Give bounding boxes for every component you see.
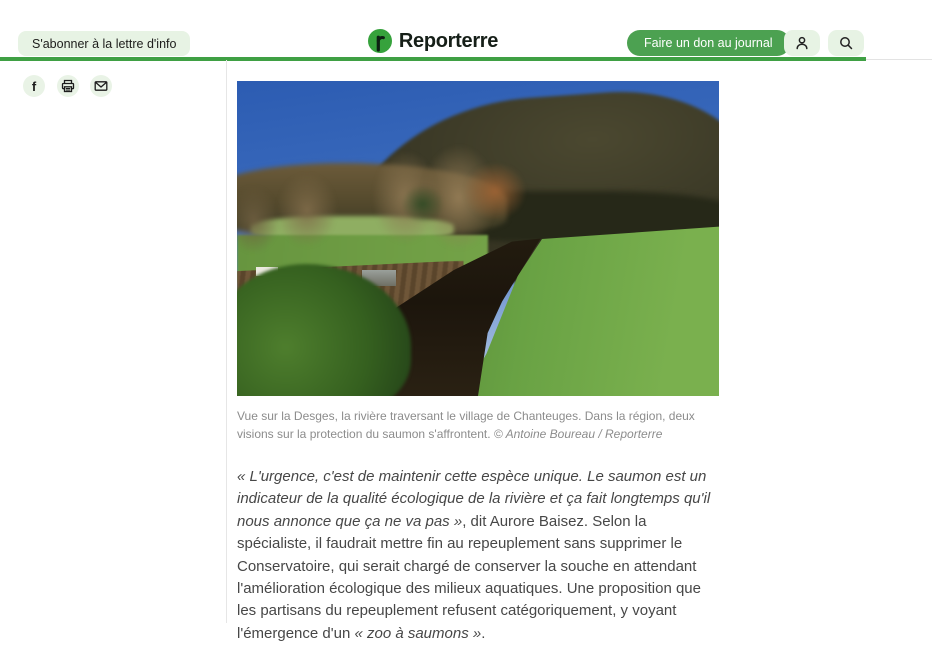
header-green-rule — [0, 57, 866, 61]
envelope-icon — [94, 79, 108, 93]
article-paragraph — [237, 466, 723, 645]
article-photo — [237, 81, 719, 396]
subscribe-newsletter-button[interactable]: S'abonner à la lettre d'info — [18, 31, 190, 56]
photo-copper-tree — [464, 163, 527, 220]
paragraph-quote-2: « zoo à saumons » — [354, 624, 482, 642]
photo-caption — [237, 407, 717, 443]
caption-text: Vue sur la Desges, la rivière traversant le village de Chanteuges. Dans la région, deux visions sur la protection du saumon s'affrontent. — [237, 409, 695, 441]
email-share-button[interactable] — [90, 75, 112, 97]
donate-button[interactable]: Faire un don au journal — [627, 30, 790, 56]
printer-icon — [61, 79, 75, 93]
search-icon — [838, 35, 854, 51]
content-left-divider — [226, 60, 227, 623]
user-account-button[interactable] — [784, 30, 820, 56]
photo-conifer — [401, 185, 444, 223]
caption-credit: © Antoine Boureau / Reporterre — [493, 427, 663, 441]
site-logo-text: Reporterre — [398, 29, 499, 52]
facebook-icon: f — [31, 78, 37, 94]
share-facebook-button[interactable] — [23, 75, 45, 97]
reporterre-tree-icon — [368, 29, 392, 53]
photo-bare-tree — [276, 172, 339, 248]
user-icon — [794, 35, 810, 51]
paragraph-text-1: , dit Aurore Baisez. Selon la spécialiste, il faudrait mettre fin au repeuplement sans supprimer le Conservatoire, qui serait chargé de conserver la souche en attendant l'amélioration écologique des milieux aquatiques. Une proposition que les partisans du repeuplement refusent catégoriquement, y voyant l'émergence d'un — [237, 512, 701, 642]
print-button[interactable] — [57, 75, 79, 97]
paragraph-text-2: . — [481, 624, 486, 642]
search-button[interactable] — [828, 30, 864, 56]
paragraph-quote-1: « L'urgence, c'est de maintenir cette espèce unique. Le saumon est un indicateur de la qualité écologique de la rivière et ça fait longtemps qu'il nous annonce que ça ne va pas » — [237, 468, 711, 530]
